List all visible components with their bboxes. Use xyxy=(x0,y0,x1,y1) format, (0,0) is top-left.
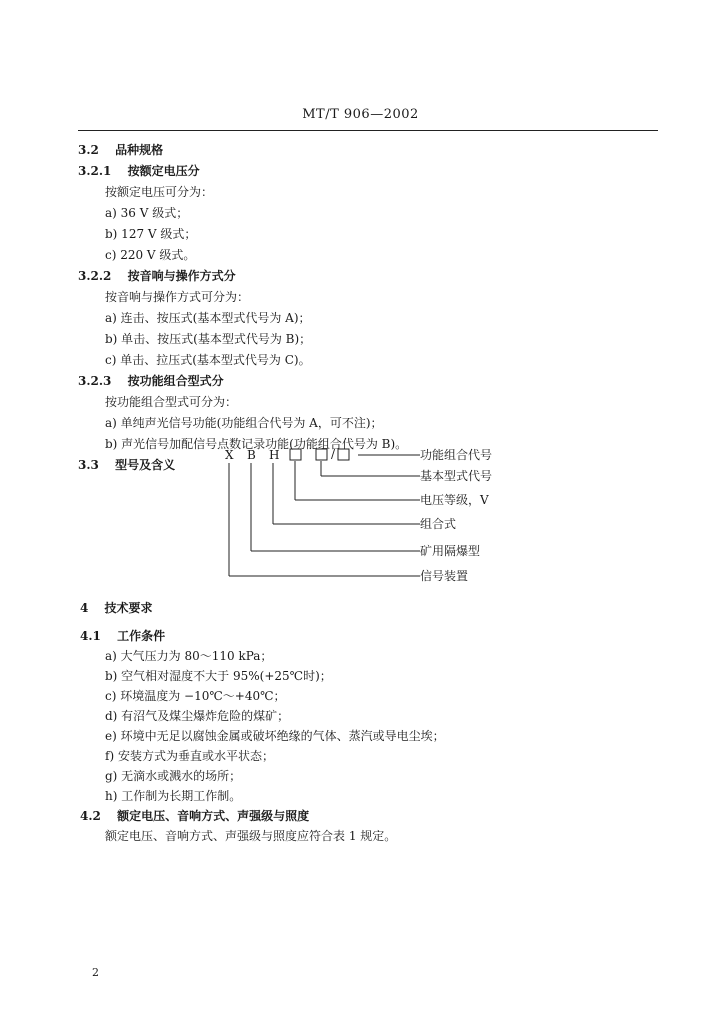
standard-code: MT/T 906—2002 xyxy=(302,107,419,122)
section-title: 按功能组合型式分 xyxy=(127,374,224,388)
section-title: 按额定电压分 xyxy=(127,164,200,178)
label-combination: 组合式 xyxy=(420,517,457,531)
list-item: d) 有沼气及煤尘爆炸危险的煤矿； xyxy=(105,709,290,723)
label-explosion-proof: 矿用隔爆型 xyxy=(420,544,481,558)
paragraph: 按功能组合型式可分为： xyxy=(105,395,238,409)
paragraph: 按额定电压可分为： xyxy=(105,185,214,199)
list-item: a) 大气压力为 80～110 kPa； xyxy=(105,649,273,663)
code-char-x: X xyxy=(225,448,234,462)
section-number: 4.1 xyxy=(80,629,101,643)
list-item: c) 220 V 级式。 xyxy=(105,248,196,262)
code-slash: / xyxy=(331,447,336,461)
paragraph: 额定电压、音响方式、声强级与照度应符合表 1 规定。 xyxy=(105,829,397,843)
label-basic-type-code: 基本型式代号 xyxy=(420,469,493,483)
section-title: 工作条件 xyxy=(117,629,166,643)
section-title: 型号及含义 xyxy=(115,458,176,472)
section-number: 3.2.3 xyxy=(78,374,112,388)
page-number: 2 xyxy=(92,966,99,979)
list-item: a) 单纯声光信号功能(功能组合代号为 A，可不注)； xyxy=(105,416,383,430)
paragraph: 按音响与操作方式可分为： xyxy=(105,290,250,304)
list-item: c) 环境温度为 −10℃～+40℃； xyxy=(105,689,286,703)
code-char-b: B xyxy=(247,448,256,462)
heading-4-1 xyxy=(80,628,165,644)
label-function-code: 功能组合代号 xyxy=(420,448,493,462)
list-item: a) 连击、按压式(基本型式代号为 A)； xyxy=(105,311,311,325)
list-item: b) 单击、按压式(基本型式代号为 B)； xyxy=(105,332,312,346)
code-char-h: H xyxy=(269,448,280,462)
section-title: 按音响与操作方式分 xyxy=(127,269,236,283)
section-number: 3.2.2 xyxy=(78,269,112,283)
heading-4 xyxy=(80,600,153,616)
function-box xyxy=(338,449,349,460)
label-voltage-level: 电压等级，V xyxy=(420,493,489,507)
basic-type-box xyxy=(316,449,327,460)
heading-4-2 xyxy=(80,808,309,824)
list-item: b) 127 V 级式； xyxy=(105,227,197,241)
list-item: b) 空气相对湿度不大于 95%(+25℃时)； xyxy=(105,669,332,683)
section-title: 额定电压、音响方式、声强级与照度 xyxy=(117,809,310,823)
list-item: g) 无滴水或溅水的场所； xyxy=(105,769,242,783)
section-number: 3.2 xyxy=(78,143,99,157)
section-title: 技术要求 xyxy=(104,601,153,615)
section-number: 4.2 xyxy=(80,809,101,823)
list-item: f) 安装方式为垂直或水平状态； xyxy=(105,749,274,763)
label-signal-device: 信号装置 xyxy=(420,569,469,583)
section-number: 4 xyxy=(80,601,89,615)
section-number: 3.3 xyxy=(78,458,99,472)
list-item: c) 单击、拉压式(基本型式代号为 C)。 xyxy=(105,353,311,367)
list-item: e) 环境中无足以腐蚀金属或破坏绝缘的气体、蒸汽或导电尘埃； xyxy=(105,729,445,743)
list-item: h) 工作制为长期工作制。 xyxy=(105,789,242,803)
section-title: 品种规格 xyxy=(115,143,164,157)
voltage-box xyxy=(290,449,301,460)
section-number: 3.2.1 xyxy=(78,164,112,178)
list-item: a) 36 V 级式； xyxy=(105,206,189,220)
list-item: b) 声光信号加配信号点数记录功能(功能组合代号为 B)。 xyxy=(105,437,408,451)
